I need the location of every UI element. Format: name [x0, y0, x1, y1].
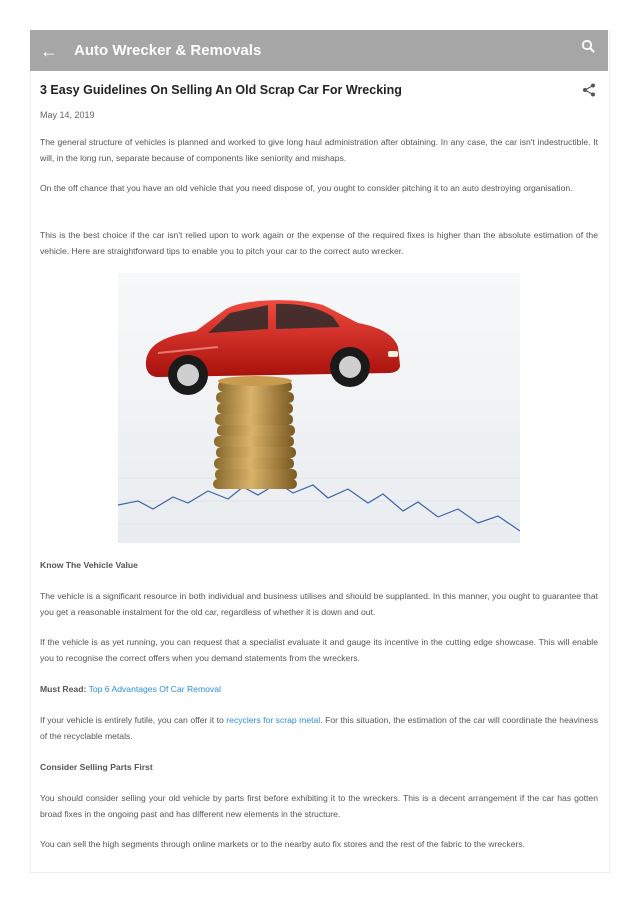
- app-title[interactable]: Auto Wrecker & Removals: [74, 42, 262, 59]
- share-button[interactable]: [582, 83, 596, 97]
- hero-image: [118, 273, 520, 543]
- app-bar: [30, 30, 608, 71]
- post-date: May 14, 2019: [40, 110, 95, 120]
- paragraph-3: This is the best choice if the car isn't relied upon to work again or the expense of the required fixes is higher than the absolute estimation of the vehicle. Here are straightforward tips to enable you to pitch your car to the correct auto wrecker.: [40, 230, 598, 256]
- arrow-left-icon: ←: [40, 41, 58, 61]
- paragraph-8: You can sell the high segments through online markets or to the nearby auto fix stores and the rest of the fabric to the wreckers.: [40, 839, 526, 849]
- back-button[interactable]: [38, 40, 60, 62]
- paragraph-1: The general structure of vehicles is planned and worked to give long haul administration after obtaining. In any case, the car isn't indestructible. It will, in the long run, separate because of components like seniority and mishaps.: [40, 137, 598, 163]
- paragraph-6-text-b: . For this situation, the estimation of the car will coordinate the heaviness of the recyclable metals.: [40, 715, 598, 741]
- paragraph-6-text-a: If your vehicle is entirely futile, you can offer it to: [40, 715, 227, 725]
- scrap-metal-link[interactable]: recyclers for scrap metal: [226, 715, 321, 725]
- paragraph-7: You should consider selling your old vehicle by parts first before exhibiting it to the wreckers. This is a decent arrangement if the car has gotten broad fixes in the ongoing past and has different new elements in the structure.: [40, 793, 598, 819]
- search-icon: [580, 38, 598, 56]
- section-heading-vehicle-value: Know The Vehicle Value: [40, 560, 138, 570]
- must-read-link[interactable]: Top 6 Advantages Of Car Removal: [88, 684, 221, 694]
- must-read-label: Must Read:: [40, 684, 87, 694]
- paragraph-5: If the vehicle is as yet running, you can request that a specialist evaluate it and gauge its incentive in the cutting edge showcase. This will enable you to recognise the correct offers when you demand statements from the wreckers.: [40, 637, 598, 663]
- must-read-line: [40, 681, 598, 697]
- share-icon: [582, 83, 596, 97]
- section-heading-parts-first: Consider Selling Parts First: [40, 762, 153, 772]
- paragraph-4: The vehicle is a significant resource in both individual and business utilises and should be supplanted. In this manner, you ought to guarantee that you get a reasonable instalment for the old car, regardless of whether it is down and out.: [40, 591, 598, 617]
- paragraph-6: [40, 712, 598, 744]
- search-button[interactable]: [580, 38, 598, 56]
- paragraph-2: On the off chance that you have an old vehicle that you need dispose of, you ought to consider pitching it to an auto destroying organisation.: [40, 183, 573, 193]
- post-title: 3 Easy Guidelines On Selling An Old Scrap Car For Wrecking: [40, 83, 402, 97]
